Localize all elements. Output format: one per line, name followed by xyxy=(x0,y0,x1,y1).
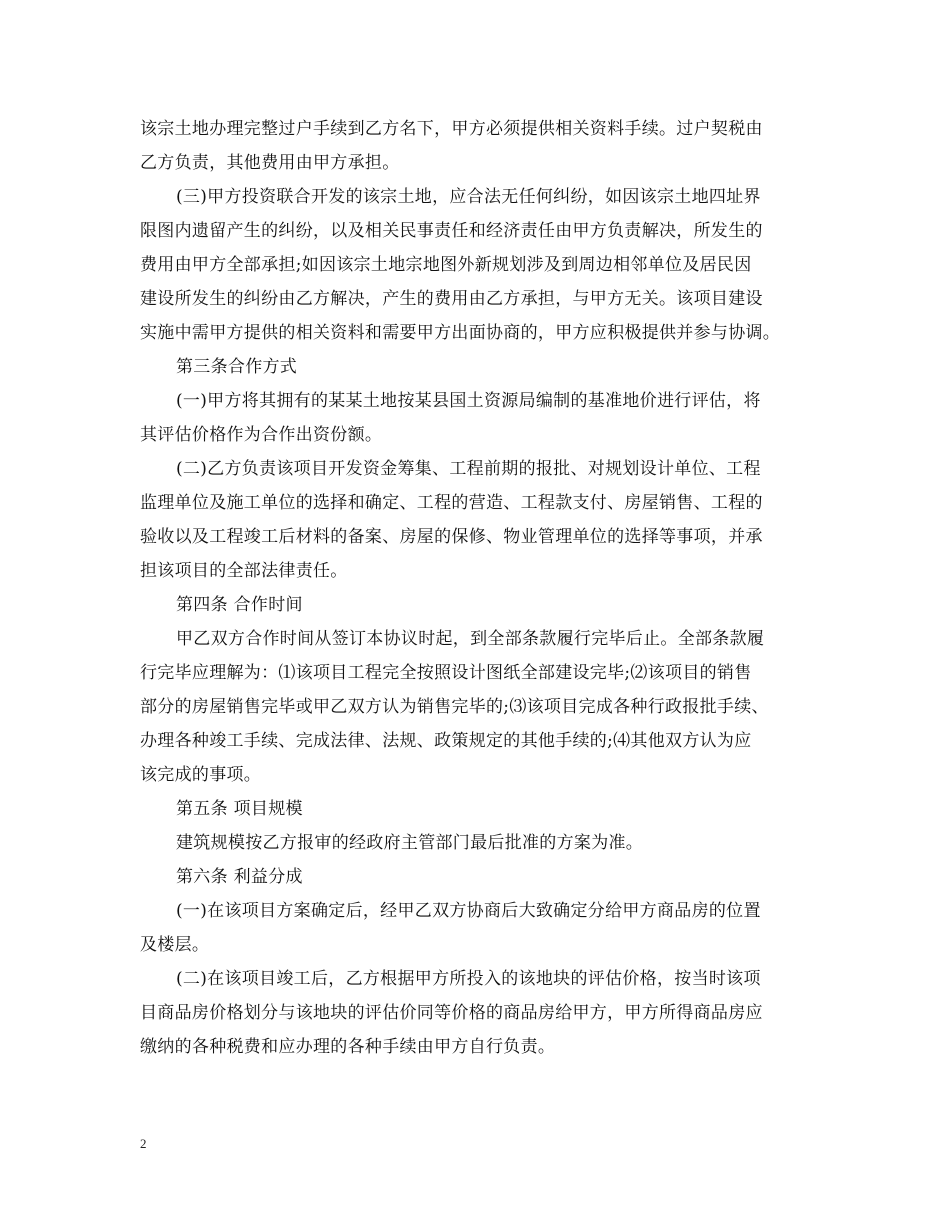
text-line: 行完毕应理解为：⑴该项目工程完全按照设计图纸全部建设完毕;⑵该项目的销售 xyxy=(140,663,752,683)
text-line: (一)在该项目方案确定后，经甲乙双方协商后大致确定分给甲方商品房的位置 xyxy=(176,901,761,921)
text-line: 实施中需甲方提供的相关资料和需要甲方出面协商的，甲方应积极提供并参与协调。 xyxy=(140,323,781,343)
text-line: 该宗土地办理完整过户手续到乙方名下，甲方必须提供相关资料手续。过户契税由 xyxy=(140,119,763,139)
text-line: 限图内遗留产生的纠纷，以及相关民事责任和经济责任由甲方负责解决，所发生的 xyxy=(140,221,763,241)
text-line: 该完成的事项。 xyxy=(140,765,262,785)
text-line: 第三条合作方式 xyxy=(176,357,298,377)
text-line: 第六条 利益分成 xyxy=(176,867,303,887)
text-line: (二)在该项目竣工后，乙方根据甲方所投入的该地块的评估价格，按当时该项 xyxy=(176,969,761,989)
text-line: (一)甲方将其拥有的某某土地按某县国土资源局编制的基准地价进行评估，将 xyxy=(176,391,761,411)
text-line: 第四条 合作时间 xyxy=(176,595,303,615)
text-line: 第五条 项目规模 xyxy=(176,799,303,819)
text-line: 验收以及工程竣工后材料的备案、房屋的保修、物业管理单位的选择等事项，并承 xyxy=(140,527,763,547)
text-line: 建设所发生的纠纷由乙方解决，产生的费用由乙方承担，与甲方无关。该项目建设 xyxy=(140,289,763,309)
text-line: 费用由甲方全部承担;如因该宗土地宗地图外新规划涉及到周边相邻单位及居民因 xyxy=(140,255,752,275)
text-line: 乙方负责，其他费用由甲方承担。 xyxy=(140,153,400,173)
document-body xyxy=(140,112,820,1064)
text-line: 部分的房屋销售完毕或甲乙双方认为销售完毕的;⑶该项目完成各种行政报批手续、 xyxy=(140,697,769,717)
text-line: 其评估价格作为合作出资份额。 xyxy=(140,425,383,445)
text-line: 建筑规模按乙方报审的经政府主管部门最后批准的方案为准。 xyxy=(176,833,644,853)
text-line: 甲乙双方合作时间从签订本协议时起，到全部条款履行完毕后止。全部条款履 xyxy=(176,629,765,649)
page-number: 2 xyxy=(140,1136,147,1151)
text-line: 办理各种竣工手续、完成法律、法规、政策规定的其他手续的;⑷其他双方认为应 xyxy=(140,731,752,751)
text-line: 监理单位及施工单位的选择和确定、工程的营造、工程款支付、房屋销售、工程的 xyxy=(140,493,763,513)
text-line: 及楼层。 xyxy=(140,935,210,955)
text-line: 目商品房价格划分与该地块的评估价同等价格的商品房给甲方，甲方所得商品房应 xyxy=(140,1003,763,1023)
text-line: (三)甲方投资联合开发的该宗土地，应合法无任何纠纷，如因该宗土地四址界 xyxy=(176,187,761,207)
text-line: 担该项目的全部法律责任。 xyxy=(140,561,348,581)
text-line: 缴纳的各种税费和应办理的各种手续由甲方自行负责。 xyxy=(140,1037,556,1057)
text-line: (二)乙方负责该项目开发资金筹集、工程前期的报批、对规划设计单位、工程 xyxy=(176,459,761,479)
